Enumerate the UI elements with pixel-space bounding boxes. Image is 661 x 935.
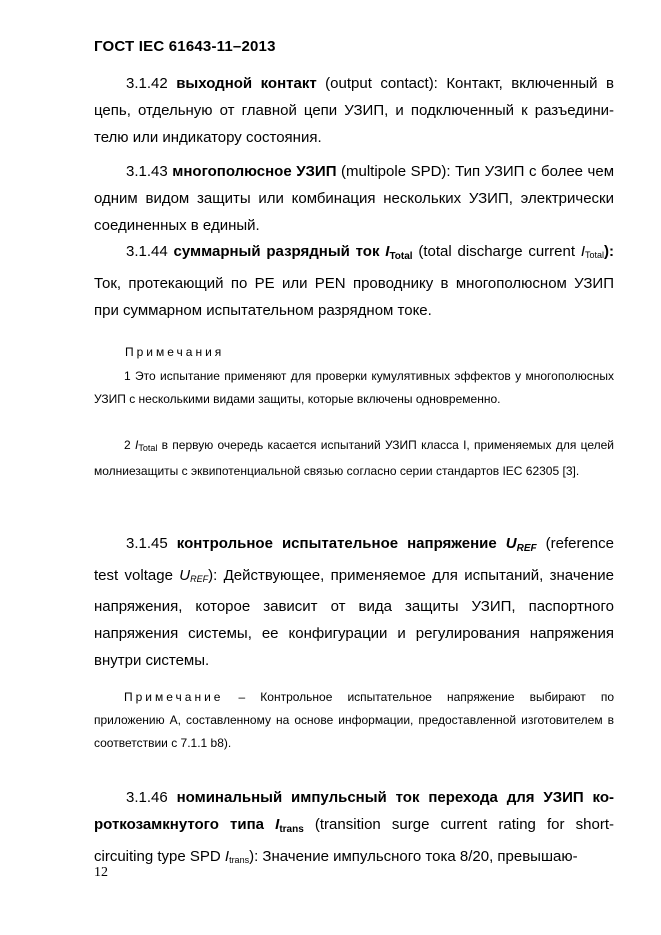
note-reference-voltage: Примечание – Контрольное испытательное напряжение выбирают по приложению А, составленному на основе информации, предоставленной изготовителем в соответствии с 7.1.1 b8). — [94, 690, 614, 750]
clause-3-1-44 — [94, 238, 614, 324]
symbol: U — [505, 535, 517, 552]
note-label: Примечание — [124, 690, 224, 704]
definition-part: (transition surge current rating for short-circuiting type SPD — [94, 816, 614, 865]
symbol: I — [275, 816, 280, 833]
page-number: 12 — [94, 865, 108, 880]
definition-part: (reference test voltage — [94, 535, 614, 584]
clause-number: 3.1.43 — [126, 163, 168, 180]
term: выходной контакт — [176, 75, 317, 92]
definition: (multipole SPD): Тип УЗИП с более чем одним видом защиты или комбинация нескольких УЗИП, электрически соединенных в единый. — [94, 163, 615, 234]
clause-3-1-43 — [94, 158, 614, 239]
clause-number: 3.1.42 — [126, 75, 168, 92]
definition-part: ): — [604, 243, 614, 260]
notes-heading: Примечания — [125, 345, 225, 359]
note-2: 2 $I_{Total}$ в первую очередь касается испытаний УЗИП класса I, применяемых для целей молниезащиты с эквипотенциальной связью согласно серии стандартов IEC 62305 [3]. — [94, 438, 614, 478]
note-1: 1 Это испытание применяют для проверки кумулятивных эффектов у многополюсных УЗИП с несколькими видами защиты, которые включены одновременно. — [94, 369, 614, 406]
term: номинальный импульсный ток перехода для УЗИП короткозамкнутого типа — [94, 789, 614, 833]
definition: ): Значение импульсного тока 8/20, превышаю- — [249, 848, 578, 865]
symbol: I — [385, 243, 390, 260]
symbol: U — [179, 567, 191, 584]
symbol: I — [580, 243, 585, 260]
clause-number: 3.1.44 — [126, 243, 168, 260]
definition: ): Действующее, применяемое для испытаний, значение напряжения, которое зависит от вида защиты УЗИП, паспортного напряжения системы, ее конфигурации и регулирования напряжения внутри системы. — [94, 567, 614, 669]
term: контрольное испытательное напряжение — [176, 535, 497, 552]
definition: Ток, протекающий по PE или PEN проводнику в многополюсном УЗИП при суммарном испытательном разрядном токе. — [94, 275, 614, 319]
clause-3-1-45 — [94, 530, 614, 674]
definition-part: (total discharge current — [412, 243, 581, 260]
clause-3-1-42 — [94, 70, 614, 151]
symbol-subscript: trans — [279, 824, 304, 835]
term: суммарный разрядный ток — [173, 243, 380, 260]
symbol: I — [134, 438, 139, 452]
symbol-subscript: REF — [516, 543, 537, 554]
standard-header: ГОСТ IEC 61643-11–2013 — [94, 38, 276, 55]
definition: (output contact): Контакт, включенный в цепь, отдельную от главной цепи УЗИП, и подключенный к разъединителю или индикатору состояния. — [94, 75, 615, 146]
clause-3-1-46 — [94, 784, 614, 874]
clause-number: 3.1.45 — [126, 535, 168, 552]
symbol-subscript: trans — [229, 855, 250, 865]
symbol-subscript: REF — [190, 574, 209, 584]
symbol-subscript: Total — [584, 250, 604, 260]
term: многополюсное УЗИП — [172, 163, 337, 180]
symbol-subscript: Total — [389, 251, 413, 262]
symbol-subscript: Total — [138, 443, 158, 453]
symbol: I — [224, 848, 230, 865]
clause-number: 3.1.46 — [126, 789, 168, 806]
